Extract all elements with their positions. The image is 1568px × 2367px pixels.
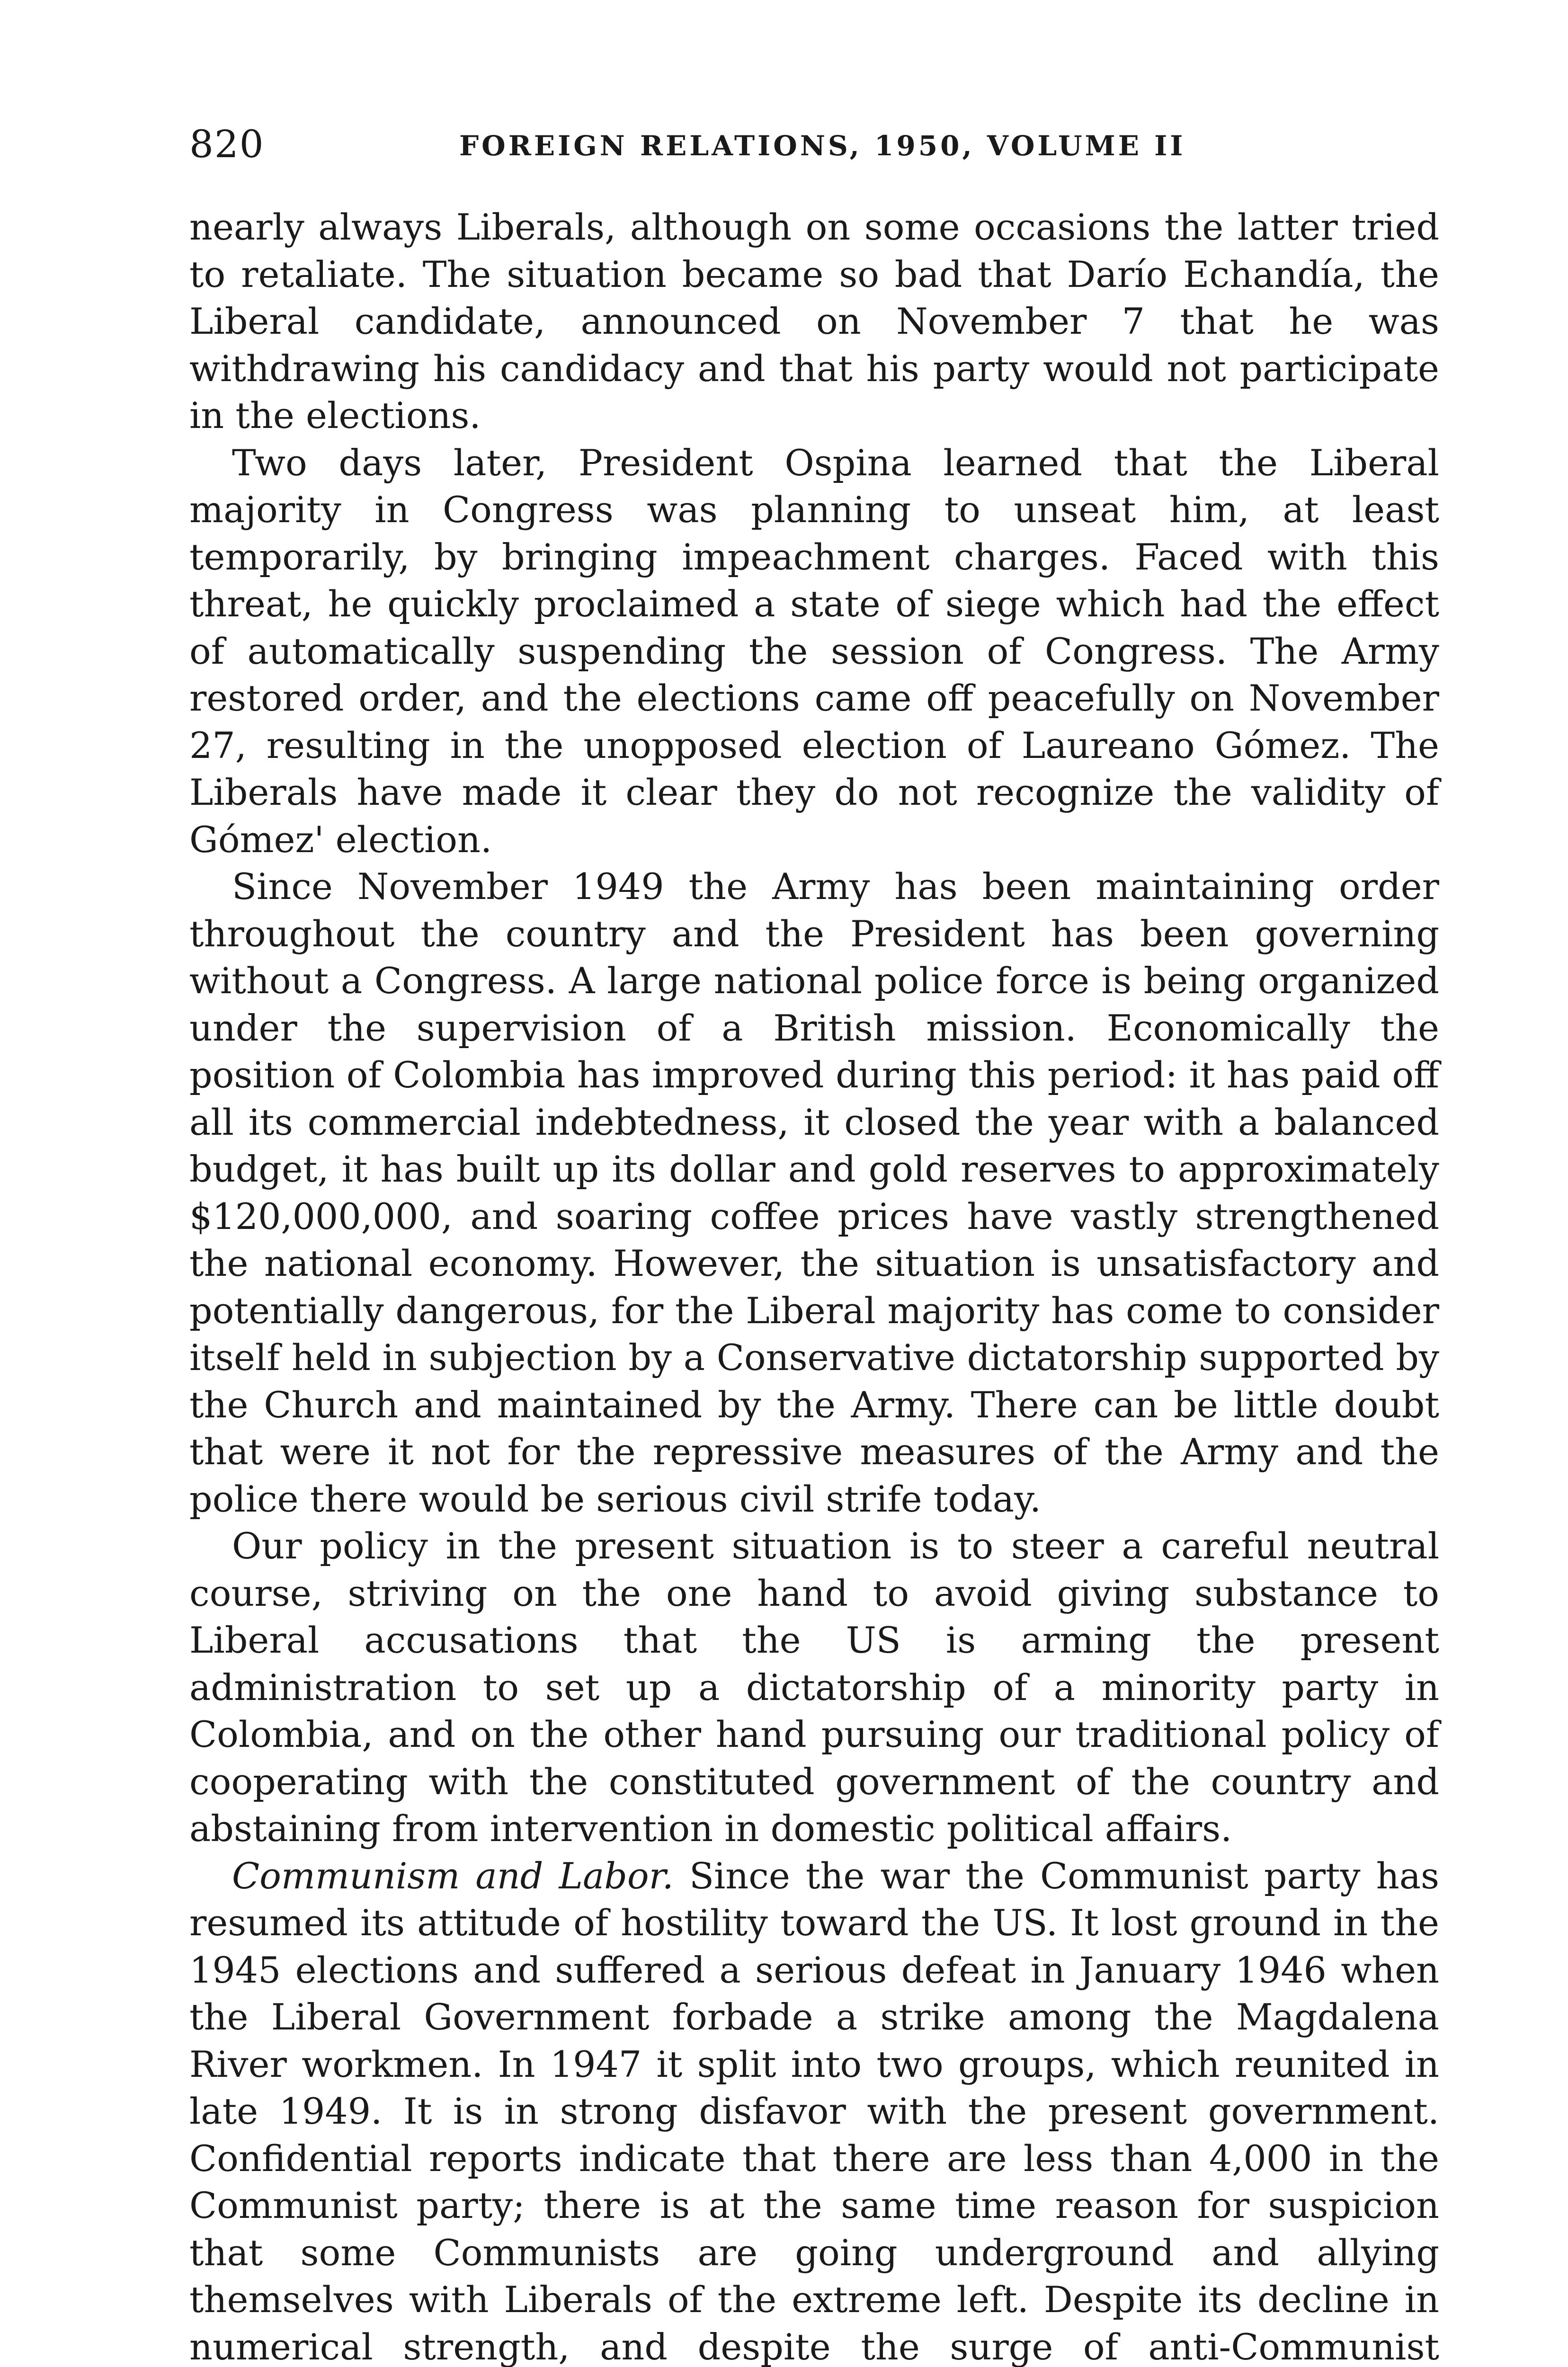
paragraph-army-order xyxy=(189,863,1439,1522)
paragraph-communism-labor xyxy=(189,1852,1439,2367)
paragraph-text: Our policy in the present situation is to steer a careful neutral course, striving on the one hand to avoid giving substance to Liberal accusations that the US is arming the present administration to set up a dictatorship of a minority party in Colombia, and on the other hand pursuing our traditional policy of cooperating with the constituted government of the country and abstaining from intervention in domestic political affairs. xyxy=(189,1525,1439,1850)
paragraph-text: Two days later, President Ospina learned that the Liberal majority in Congress was planning to unseat him, at least temporarily, by bringing impeachment charges. Faced with this threat, he quickly proclaimed a state of siege which had the effect of automatically suspending the session of Congress. The Army restored order, and the elections came off peacefully on November 27, resulting in the unopposed election of Laureano Gómez. The Liberals have made it clear they do not recognize the validity of Gómez' election. xyxy=(189,441,1439,861)
section-heading: Communism and Labor. xyxy=(232,1854,674,1897)
paragraph-text: nearly always Liberals, although on some occasions the latter tried to retaliate. The situation became so bad that Darío Echandía, the Liberal candidate, announced on November 7 that he was withdrawing his candidacy and that his party would not participate in the elections. xyxy=(189,206,1439,436)
paragraph-text: Since November 1949 the Army has been maintaining order throughout the country and the President has been governing without a Congress. A large national police force is being organized under the supervision of a British mission. Economically the position of Colombia has improved during this period: it has paid off all its commercial indebtedness, it closed the year with a balanced budget, it has built up its dollar and gold reserves to approximately $120,000,000, and soaring coffee prices have vastly strengthened the national economy. However, the situation is unsatisfactory and potentially dangerous, for the Liberal majority has come to consider itself held in subjection by a Conservative dictatorship supported by the Church and maintained by the Army. There can be little doubt that were it not for the repressive measures of the Army and the police there would be serious civil strife today. xyxy=(189,865,1439,1520)
page-number: 820 xyxy=(189,122,265,166)
running-head: FOREIGN RELATIONS, 1950, VOLUME II xyxy=(459,130,1186,162)
paragraph-text: Since the war the Communist party has resumed its attitude of hostility toward the US. It lost ground in the 1945 elections and suffered a serious defeat in January 1946 when the Liberal Government forbade a strike among the Magdalena River workmen. In 1947 it split into two groups, which reunited in late 1949. It is in strong disfavor with the present government. Confidential reports indicate that there are less than 4,000 in the Communist party; there is at the same time reason for suspicion that some Communists are going underground and allying themselves with Liberals of the extreme left. Despite its decline in numerical strength, and despite the surge of anti-Communist xyxy=(189,1854,1440,2367)
paragraph-impeachment xyxy=(189,439,1439,863)
paragraph-continuation xyxy=(189,204,1439,439)
body-text xyxy=(189,204,1439,2367)
paragraph-policy xyxy=(189,1522,1439,1852)
page-header xyxy=(189,118,1439,170)
